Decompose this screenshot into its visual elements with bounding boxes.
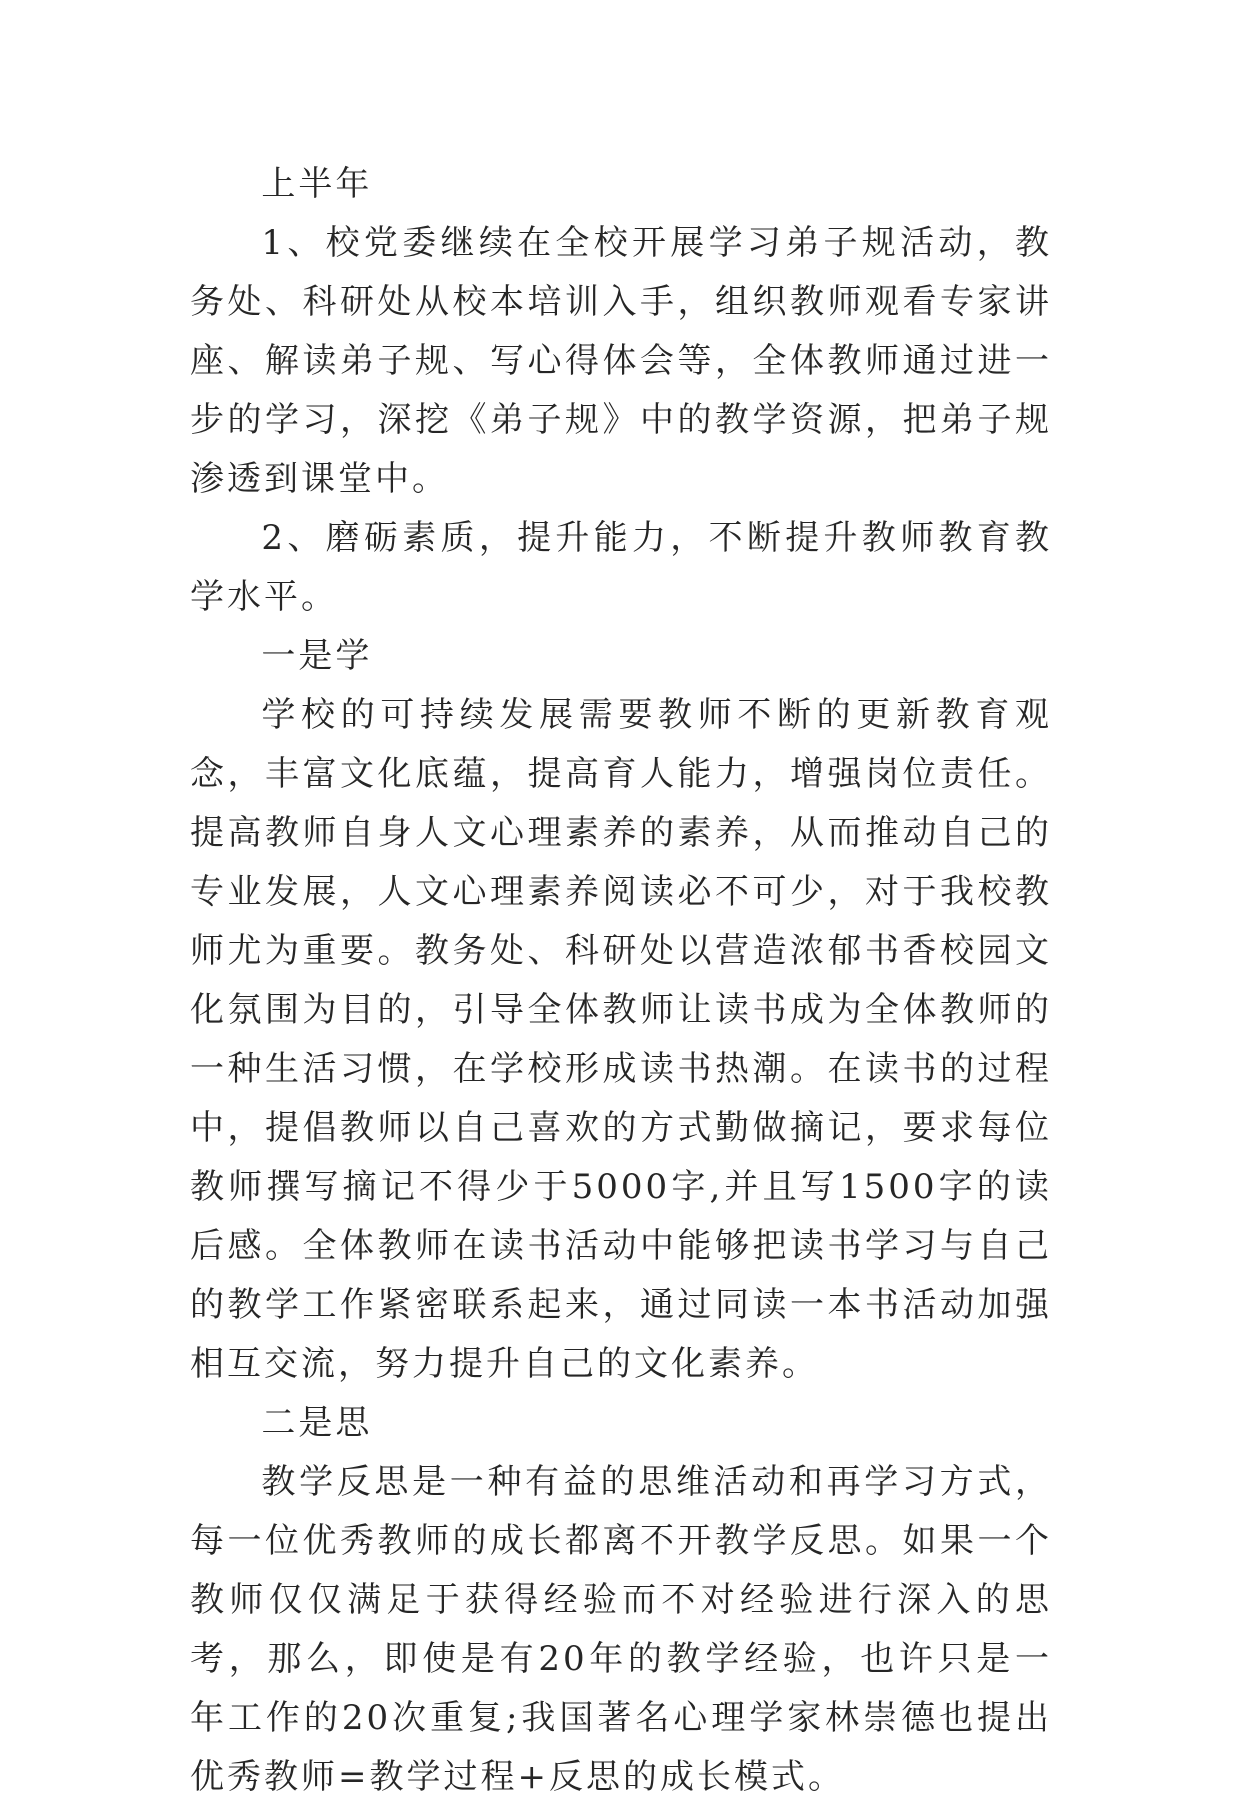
- section-heading-first-half: 上半年: [261, 164, 373, 204]
- subheading-reflect: 二是思: [261, 1403, 373, 1443]
- paragraph-learn-body: 学校的可持续发展需要教师不断的更新教育观念，丰富文化底蕴，提高育人能力，增强岗位责任。提高教师自身人文心理素养的素养，从而推动自己的专业发展，人文心理素养阅读必不可少，对于我校教师尤为重要。教务处、科研处以营造浓郁书香校园文化氛围为目的，引导全体教师让读书成为全体教师的一种生活习惯，在学校形成读书热潮。在读书的过程中，提倡教师以自己喜欢的方式勤做摘记，要求每位教师撰写摘记不得少于5000字,并且写1500字的读后感。全体教师在读书活动中能够把读书学习与自己的教学工作紧密联系起来，通过同读一本书活动加强相互交流，努力提升自己的文化素养。: [190, 695, 1052, 1384]
- paragraph-item-2: 2、磨砺素质，提升能力，不断提升教师教育教学水平。: [190, 518, 1052, 617]
- document-body: [190, 155, 1052, 1807]
- subheading-learn: 一是学: [261, 636, 373, 676]
- paragraph-item-1: 1、校党委继续在全校开展学习弟子规活动，教务处、科研处从校本培训入手，组织教师观看专家讲座、解读弟子规、写心得体会等，全体教师通过进一步的学习，深挖《弟子规》中的教学资源，把弟子规渗透到课堂中。: [190, 223, 1052, 499]
- paragraph-reflect-body: 教学反思是一种有益的思维活动和再学习方式，每一位优秀教师的成长都离不开教学反思。如果一个教师仅仅满足于获得经验而不对经验进行深入的思考，那么，即使是有20年的教学经验，也许只是一年工作的20次重复;我国著名心理学家林崇德也提出优秀教师=教学过程+反思的成长模式。: [190, 1462, 1052, 1797]
